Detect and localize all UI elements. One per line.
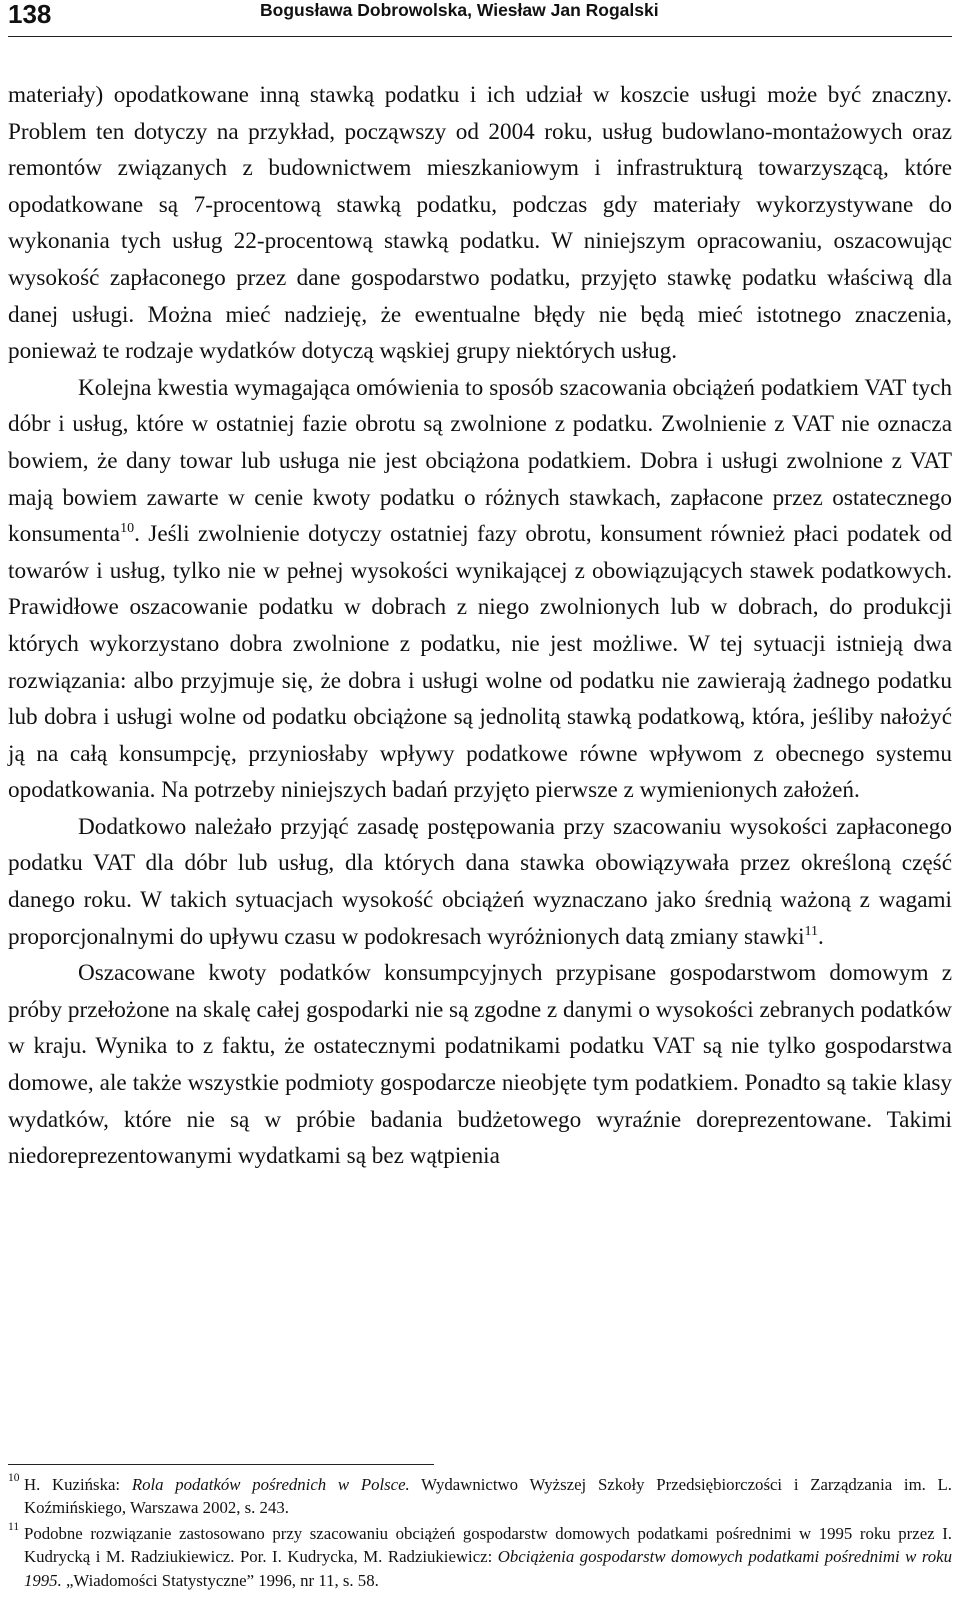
footnote-text: H. Kuzińska: [24, 1475, 132, 1494]
footnote-text: „Wiadomości Statystyczne” 1996, nr 11, s. 58. [61, 1570, 379, 1590]
paragraph-4: Oszacowane kwoty podatków konsumpcyjnych przypisane gospodarstwom domowym z próby przełożone na skalę całej gospodarki nie są zgodne z danymi o wysokości zebranych podatków w kraju. Wynika to z faktu, że ostatecznymi podatnikami podatku VAT są nie tylko gospodarstwa domowe, ale także wszystkie podmioty gospodarcze nieobjęte tym podatkiem. Ponadto są takie klasy wydatków, które nie są w próbie badania budżetowego wyraźnie doreprezentowane. Takimi niedoreprezentowanymi wydatkami są bez wątpienia [8, 960, 952, 1170]
main-text [8, 77, 952, 1175]
paragraph-2-text-a: Kolejna kwestia wymagająca omówienia to sposób szacowania obciążeń podatkiem VAT tych dóbr i usług, które w ostatniej fazie obrotu są zwolnione z podatku. Zwolnienie z VAT nie oznacza bowiem, że dany towar lub usługa nie jest obciążona podatkiem. Dobra i usługi zwolnione z VAT mają bowiem zawarte w cenie kwoty podatku o różnych stawkach, zapłacone przez ostatecznego konsumenta [8, 374, 952, 548]
footnote-text: Podobne rozwiązanie zastosowano przy szacowaniu obciążeń gospodarstw domowych podatkami pośrednimi w 1995 roku przez I. Kudrycką i M. Radziukiewicz. Por. I. Kudrycka, M. Radziukiewicz: [24, 1523, 952, 1567]
footnote-title: Rola podatków pośrednich w Polsce. [131, 1475, 410, 1494]
footnote-title: Obciążenia gospodarstw domowych podatkami pośrednimi w roku 1995. [24, 1547, 952, 1590]
page-header [8, 0, 952, 37]
footnote-mark: 11 [8, 1520, 20, 1533]
paragraph-1: materiały) opodatkowane inną stawką podatku i ich udział w koszcie usługi może być znaczny. Problem ten dotyczy na przykład, począwszy od 2004 roku, usług budowlano-montażowych oraz remontów związanych z budownictwem mieszkaniowym i infrastrukturą towarzyszącą, które opodatkowane są 7-procentową stawką podatku, podczas gdy materiały wykorzystywane do wykonania tych usług 22-procentową stawką podatku. W niniejszym opracowaniu, oszacowując wysokość zapłaconego przez dane gospodarstwo podatku, przyjęto stawkę podatku właściwą dla danej usługi. Można mieć nadzieję, że ewentualne błędy nie będą mieć istotnego znaczenia, ponieważ te rodzaje wydatków dotyczą wąskiej grupy niektórych usług. [8, 82, 952, 365]
running-head-authors: Bogusława Dobrowolska, Wiesław Jan Rogalski [260, 0, 659, 20]
footnote-ref-10: 10 [120, 521, 135, 537]
footnote-10 [8, 1473, 952, 1520]
footnote-11 [8, 1522, 952, 1592]
page-number: 138 [8, 0, 52, 29]
paragraph-2-text-b: . Jeśli zwolnienie dotyczy ostatniej fazy obrotu, konsument również płaci podatek od towarów i usług, tylko nie w pełnej wysokości wynikającej z obowiązujących stawek podatkowych. Prawidłowe oszacowanie podatku w dobrach z niego zwolnionych lub w dobrach, do produkcji których wykorzystano dobra zwolnione z podatku, nie jest możliwe. W tej sytuacji istnieją dwa rozwiązania: albo przyjmuje się, że dobra i usługi wolne od podatku nie zawierają żadnego podatku lub dobra i usługi wolne od podatku obciążone są jednolitą stawką podatkową, która, jeśliby nałożyć ją na całą konsumpcję, przyniosłaby wpływy podatkowe równe wpływom z obecnego systemu opodatkowania. Na potrzeby niniejszych badań przyjęto pierwsze z wymienionych założeń. [8, 521, 952, 804]
paragraph-3-text-b: . [818, 923, 824, 950]
footnote-ref-11: 11 [804, 923, 819, 939]
footnotes [8, 1473, 952, 1594]
paragraph-2 [8, 370, 952, 809]
footnote-mark: 10 [8, 1472, 20, 1484]
footnote-text: Wydawnictwo Wyższej Szkoły Przedsiębiorczości i Zarządzania im. L. Koźmińskiego, Warszawa 2002, s. 243. [24, 1475, 952, 1518]
paragraph-3 [8, 809, 952, 955]
footnote-separator [8, 1464, 434, 1465]
paragraph-3-text-a: Dodatkowo należało przyjąć zasadę postępowania przy szacowaniu wysokości zapłaconego podatku VAT dla dóbr lub usług, dla których dana stawka obowiązywała przez określoną część danego roku. W takich sytuacjach wysokość obciążeń wyznaczano jako średnią ważoną z wagami proporcjonalnymi do upływu czasu w podokresach wyróżnionych datą zmiany stawki [8, 813, 952, 950]
